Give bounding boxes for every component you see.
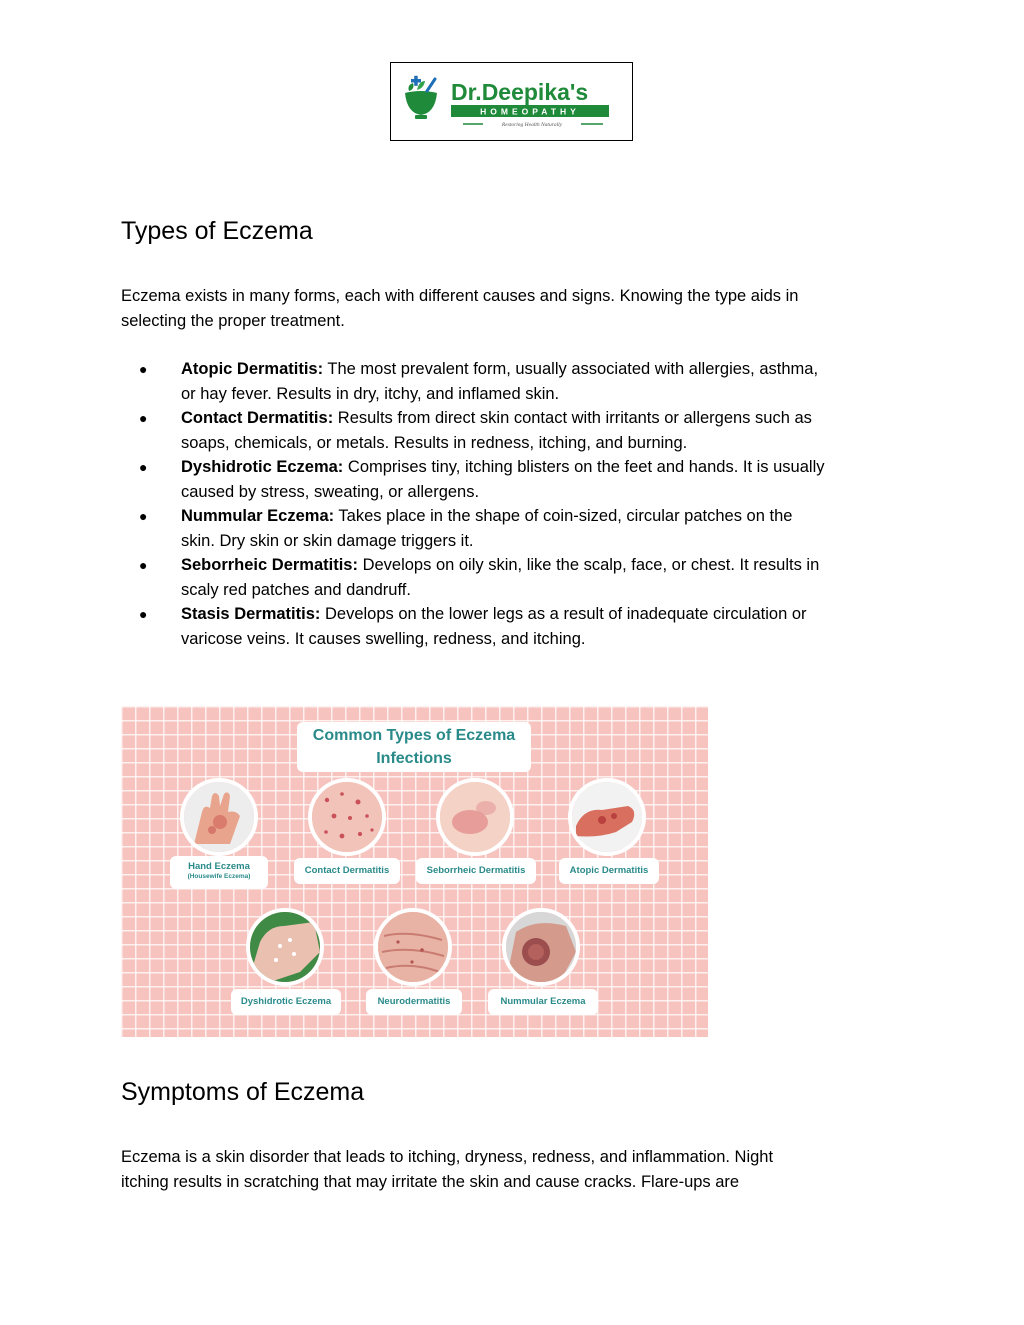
bullet: ● (139, 410, 148, 426)
logo (390, 62, 633, 141)
logo-sub: HOMEOPATHY (480, 106, 580, 117)
hand-eczema-subtitle: (Housewife Eczema) (187, 873, 251, 880)
symptoms-heading: Symptoms of Eczema (121, 1078, 365, 1106)
bullet: ● (139, 459, 148, 475)
list-item (121, 602, 911, 651)
symptoms-intro-line1: Eczema is a skin disorder that leads to itching, dryness, redness, and inflammation. Night (121, 1148, 774, 1166)
item-desc-cont: varicose veins. It causes swelling, redness, and itching. (181, 629, 586, 648)
item-desc-cont: caused by stress, sweating, or allergens. (181, 482, 480, 501)
types-list (121, 357, 911, 651)
symptoms-intro-line2: itching results in scratching that may irritate the skin and cause cracks. Flare-ups are (121, 1172, 740, 1191)
contact-dermatitis-photo-icon (308, 778, 386, 856)
contact-dermatitis-label: Contact Dermatitis (294, 858, 400, 884)
bullet: ● (139, 606, 148, 622)
item-term: Contact Dermatitis: (181, 409, 334, 427)
dyshidrotic-eczema-photo-icon (246, 908, 324, 986)
item-desc: Develops on the lower legs as a result of inadequate circulation or (320, 605, 807, 623)
logo-tagline: Restoring Health Naturally (501, 122, 563, 128)
hand-eczema-photo-icon (180, 778, 258, 856)
types-intro-line2: selecting the proper treatment. (121, 311, 345, 330)
atopic-dermatitis-label: Atopic Dermatitis (559, 858, 659, 884)
types-intro (121, 284, 911, 333)
item-term: Stasis Dermatitis: (181, 605, 321, 623)
item-desc-cont: skin. Dry skin or skin damage triggers it. (181, 531, 474, 550)
infographic-title-line2: Infections (376, 750, 452, 767)
neurodermatitis-label: Neurodermatitis (366, 989, 462, 1015)
dyshidrotic-eczema-label: Dyshidrotic Eczema (231, 989, 341, 1015)
nummular-eczema-photo-icon (502, 908, 580, 986)
eczema-types-infographic (121, 706, 708, 1037)
hand-eczema-label (170, 856, 268, 889)
item-term: Nummular Eczema: (181, 507, 335, 525)
svg-text:Dr.Deepika's (451, 79, 588, 105)
mortar-pestle-icon (405, 76, 437, 119)
list-item (121, 357, 911, 406)
seborrheic-dermatitis-photo-icon (436, 778, 514, 856)
item-term: Dyshidrotic Eczema: (181, 458, 344, 476)
item-desc-cont: soaps, chemicals, or metals. Results in redness, itching, and burning. (181, 433, 688, 452)
types-heading: Types of Eczema (121, 217, 313, 245)
nummular-eczema-label: Nummular Eczema (488, 989, 598, 1015)
list-item (121, 455, 911, 504)
bullet: ● (139, 508, 148, 524)
types-intro-line1: Eczema exists in many forms, each with different causes and signs. Knowing the type aids in (121, 287, 799, 305)
item-desc-cont: scaly red patches and dandruff. (181, 580, 411, 599)
infographic-title-line1: Common Types of Eczema (312, 727, 516, 744)
hand-eczema-title: Hand Eczema (188, 861, 250, 872)
item-desc: Takes place in the shape of coin-sized, circular patches on the (334, 507, 793, 525)
item-desc: Develops on oily skin, like the scalp, face, or chest. It results in (357, 556, 820, 574)
infographic-title (297, 722, 531, 772)
neurodermatitis-photo-icon (374, 908, 452, 986)
list-item (121, 406, 911, 455)
logo-name-prefix: Dr. (451, 79, 482, 105)
symptoms-intro (121, 1145, 911, 1194)
seborrheic-dermatitis-label: Seborrheic Dermatitis (416, 858, 536, 884)
item-desc: Comprises tiny, itching blisters on the feet and hands. It is usually (343, 458, 825, 476)
item-term: Seborrheic Dermatitis: (181, 556, 358, 574)
item-desc: Results from direct skin contact with irritants or allergens such as (333, 409, 812, 427)
list-item (121, 553, 911, 602)
list-item (121, 504, 911, 553)
item-term: Atopic Dermatitis: (181, 360, 324, 378)
bullet: ● (139, 361, 148, 377)
item-desc-cont: or hay fever. Results in dry, itchy, and inflamed skin. (181, 384, 560, 403)
bullet: ● (139, 557, 148, 573)
logo-name-main: Deepika's (481, 79, 589, 105)
atopic-dermatitis-photo-icon (568, 778, 646, 856)
item-desc: The most prevalent form, usually associated with allergies, asthma, (323, 360, 819, 378)
